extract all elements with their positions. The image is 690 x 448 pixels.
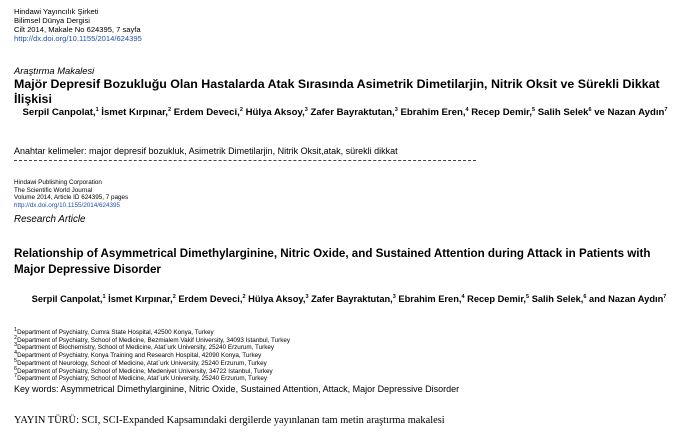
author-name bbox=[467, 294, 529, 304]
author-affiliation-number: 5 bbox=[532, 106, 536, 113]
author-text: Ebrahim Eren, bbox=[398, 294, 462, 304]
author-name bbox=[246, 107, 308, 118]
author-affiliation-number: 6 bbox=[583, 293, 587, 300]
tr-volume: Cilt 2014, Makale No 624395, 7 sayfa bbox=[14, 25, 141, 34]
author-name bbox=[589, 294, 606, 304]
affiliation-text: Department of Psychiatry, Cumra State Hospital, 42500 Konya, Turkey bbox=[17, 329, 214, 336]
author-name bbox=[608, 107, 668, 118]
affiliation-text: Department of Psychiatry, Konya Training and Research Hospital, 42090 Konya, Turkey bbox=[17, 352, 262, 360]
author-name bbox=[108, 294, 176, 304]
author-text: Hülya Aksoy, bbox=[245, 107, 305, 118]
author-affiliation-number: 3 bbox=[304, 106, 308, 113]
author-text: Ebrahim Eren, bbox=[400, 107, 466, 118]
author-name bbox=[23, 107, 99, 118]
author-text: Erdem Deveci, bbox=[173, 107, 240, 118]
affiliation-text: Department of Psychiatry, School of Medicine, Bezmialem Vakif University, 34093 Istanbul, Turkey bbox=[17, 336, 291, 344]
affiliation-text: Department of Psychiatry, School of Medicine, Atat¨urk University, 25240 Erzurum, Turkey bbox=[17, 375, 268, 383]
author-text: İsmet Kırpınar, bbox=[101, 107, 168, 118]
en-volume: Volume 2014, Article ID 624395, 7 pages bbox=[14, 194, 129, 202]
author-name bbox=[471, 107, 535, 118]
author-text: Salih Selek bbox=[537, 107, 589, 118]
tr-title: Majör Depresif Bozukluğu Olan Hastalarda Atak Sırasında Asimetrik Dimetilarjin, Nitrik Oksit ve Sürekli Dikkat İlişkisi bbox=[14, 77, 660, 106]
author-affiliation-number: 4 bbox=[461, 293, 465, 300]
author-affiliation-number: 2 bbox=[242, 293, 246, 300]
author-name bbox=[248, 294, 308, 304]
en-header bbox=[14, 179, 680, 209]
author-text: Serpil Canpolat, bbox=[22, 107, 96, 118]
author-name bbox=[311, 294, 396, 304]
en-journal: The Scientific World Journal bbox=[14, 186, 93, 194]
affiliation-number: 5 bbox=[14, 357, 18, 364]
en-keywords: Key words: Asymmetrical Dimethylarginine, Nitric Oxide, Sustained Attention, Attack, Major Depressive Disorder bbox=[14, 384, 460, 394]
author-affiliation-number: 7 bbox=[664, 106, 668, 113]
author-text: Erdem Deveci, bbox=[178, 294, 243, 304]
affiliation-item bbox=[14, 344, 680, 352]
author-text: Zafer Bayraktutan, bbox=[310, 107, 395, 118]
author-text: İsmet Kırpınar, bbox=[108, 294, 173, 304]
author-affiliation-number: 6 bbox=[588, 106, 592, 113]
author-name bbox=[101, 107, 171, 118]
author-name bbox=[608, 294, 666, 304]
author-text: Salih Selek, bbox=[531, 294, 584, 304]
affiliation-number: 1 bbox=[14, 326, 18, 333]
tr-journal: Bilimsel Dünya Dergisi bbox=[14, 16, 90, 25]
author-affiliation-number: 1 bbox=[102, 293, 106, 300]
author-text: ve bbox=[594, 107, 605, 118]
author-affiliation-number: 1 bbox=[95, 106, 99, 113]
author-name bbox=[32, 294, 106, 304]
author-text: and bbox=[589, 294, 606, 304]
tr-author-list bbox=[20, 107, 670, 119]
author-text: Nazan Aydın bbox=[608, 294, 664, 304]
affiliation-number: 2 bbox=[14, 334, 18, 341]
author-affiliation-number: 2 bbox=[172, 293, 176, 300]
author-text: Hülya Aksoy, bbox=[248, 294, 306, 304]
author-name bbox=[178, 294, 245, 304]
affiliation-text: Department of Psychiatry, School of Medicine, Medeniyet University, 34722 Istanbul, Turkey bbox=[17, 367, 273, 375]
author-text: Nazan Aydın bbox=[607, 107, 665, 118]
author-affiliation-number: 4 bbox=[465, 106, 469, 113]
author-affiliation-number: 3 bbox=[394, 106, 398, 113]
author-affiliation-number: 2 bbox=[239, 106, 243, 113]
en-title: Relationship of Asymmetrical Dimethylarginine, Nitric Oxide, and Sustained Attention during Attack in Patients with Major Depressive Disorder bbox=[14, 247, 651, 276]
tr-doi-link[interactable]: http://dx.doi.org/10.1155/2014/624395 bbox=[14, 34, 142, 43]
affiliation-number: 7 bbox=[14, 373, 18, 380]
author-affiliation-number: 3 bbox=[305, 293, 309, 300]
affiliation-item bbox=[14, 326, 680, 337]
author-name bbox=[594, 107, 605, 118]
section-divider bbox=[14, 160, 476, 161]
author-text: Serpil Canpolat, bbox=[31, 294, 103, 304]
author-text: Recep Demir, bbox=[471, 107, 533, 118]
affiliation-number: 4 bbox=[14, 350, 18, 357]
author-text: Zafer Bayraktutan, bbox=[311, 294, 393, 304]
author-name bbox=[400, 107, 468, 118]
tr-article-type: Araştırma Makalesi bbox=[14, 65, 95, 76]
en-author-list bbox=[20, 293, 678, 306]
author-affiliation-number: 5 bbox=[526, 293, 530, 300]
author-text: Recep Demir, bbox=[467, 294, 527, 304]
author-name bbox=[398, 294, 464, 304]
tr-publisher: Hindawi Yayıncılık Şirketi bbox=[14, 7, 99, 16]
affiliation-number: 6 bbox=[14, 365, 18, 372]
author-name bbox=[532, 294, 587, 304]
en-article-type: Research Article bbox=[14, 214, 86, 225]
en-doi-link[interactable]: http://dx.doi.org/10.1155/2014/624395 bbox=[14, 201, 120, 209]
author-name bbox=[538, 107, 592, 118]
affiliation-item bbox=[14, 357, 680, 368]
affiliation-text: Department of Biochemistry, School of Medicine, Atat¨urk University, 25240 Erzurum, Turkey bbox=[17, 344, 275, 352]
author-affiliation-number: 7 bbox=[663, 293, 667, 300]
affiliation-number: 3 bbox=[14, 342, 18, 349]
tr-keywords: Anahtar kelimeler: major depresif bozukluk, Asimetrik Dimetilarjin, Nitrik Oksit,atak, sürekli dikkat bbox=[14, 146, 398, 156]
affiliation-item bbox=[14, 375, 680, 383]
affiliation-list bbox=[14, 326, 680, 383]
author-name bbox=[174, 107, 243, 118]
author-name bbox=[310, 107, 397, 118]
author-affiliation-number: 2 bbox=[167, 106, 172, 113]
publication-type: YAYIN TÜRÜ: SCI, SCI-Expanded Kapsamındaki dergilerde yayınlanan tam metin araştırma makalesi bbox=[14, 415, 445, 426]
author-affiliation-number: 3 bbox=[392, 293, 396, 300]
en-publisher: Hindawi Publishing Corporation bbox=[14, 179, 102, 186]
affiliation-item bbox=[14, 352, 680, 360]
tr-header bbox=[14, 7, 680, 43]
affiliation-text: Department of Neurology, School of Medicine, Atat¨urk University, 25240 Erzurum, Turkey bbox=[17, 359, 267, 367]
